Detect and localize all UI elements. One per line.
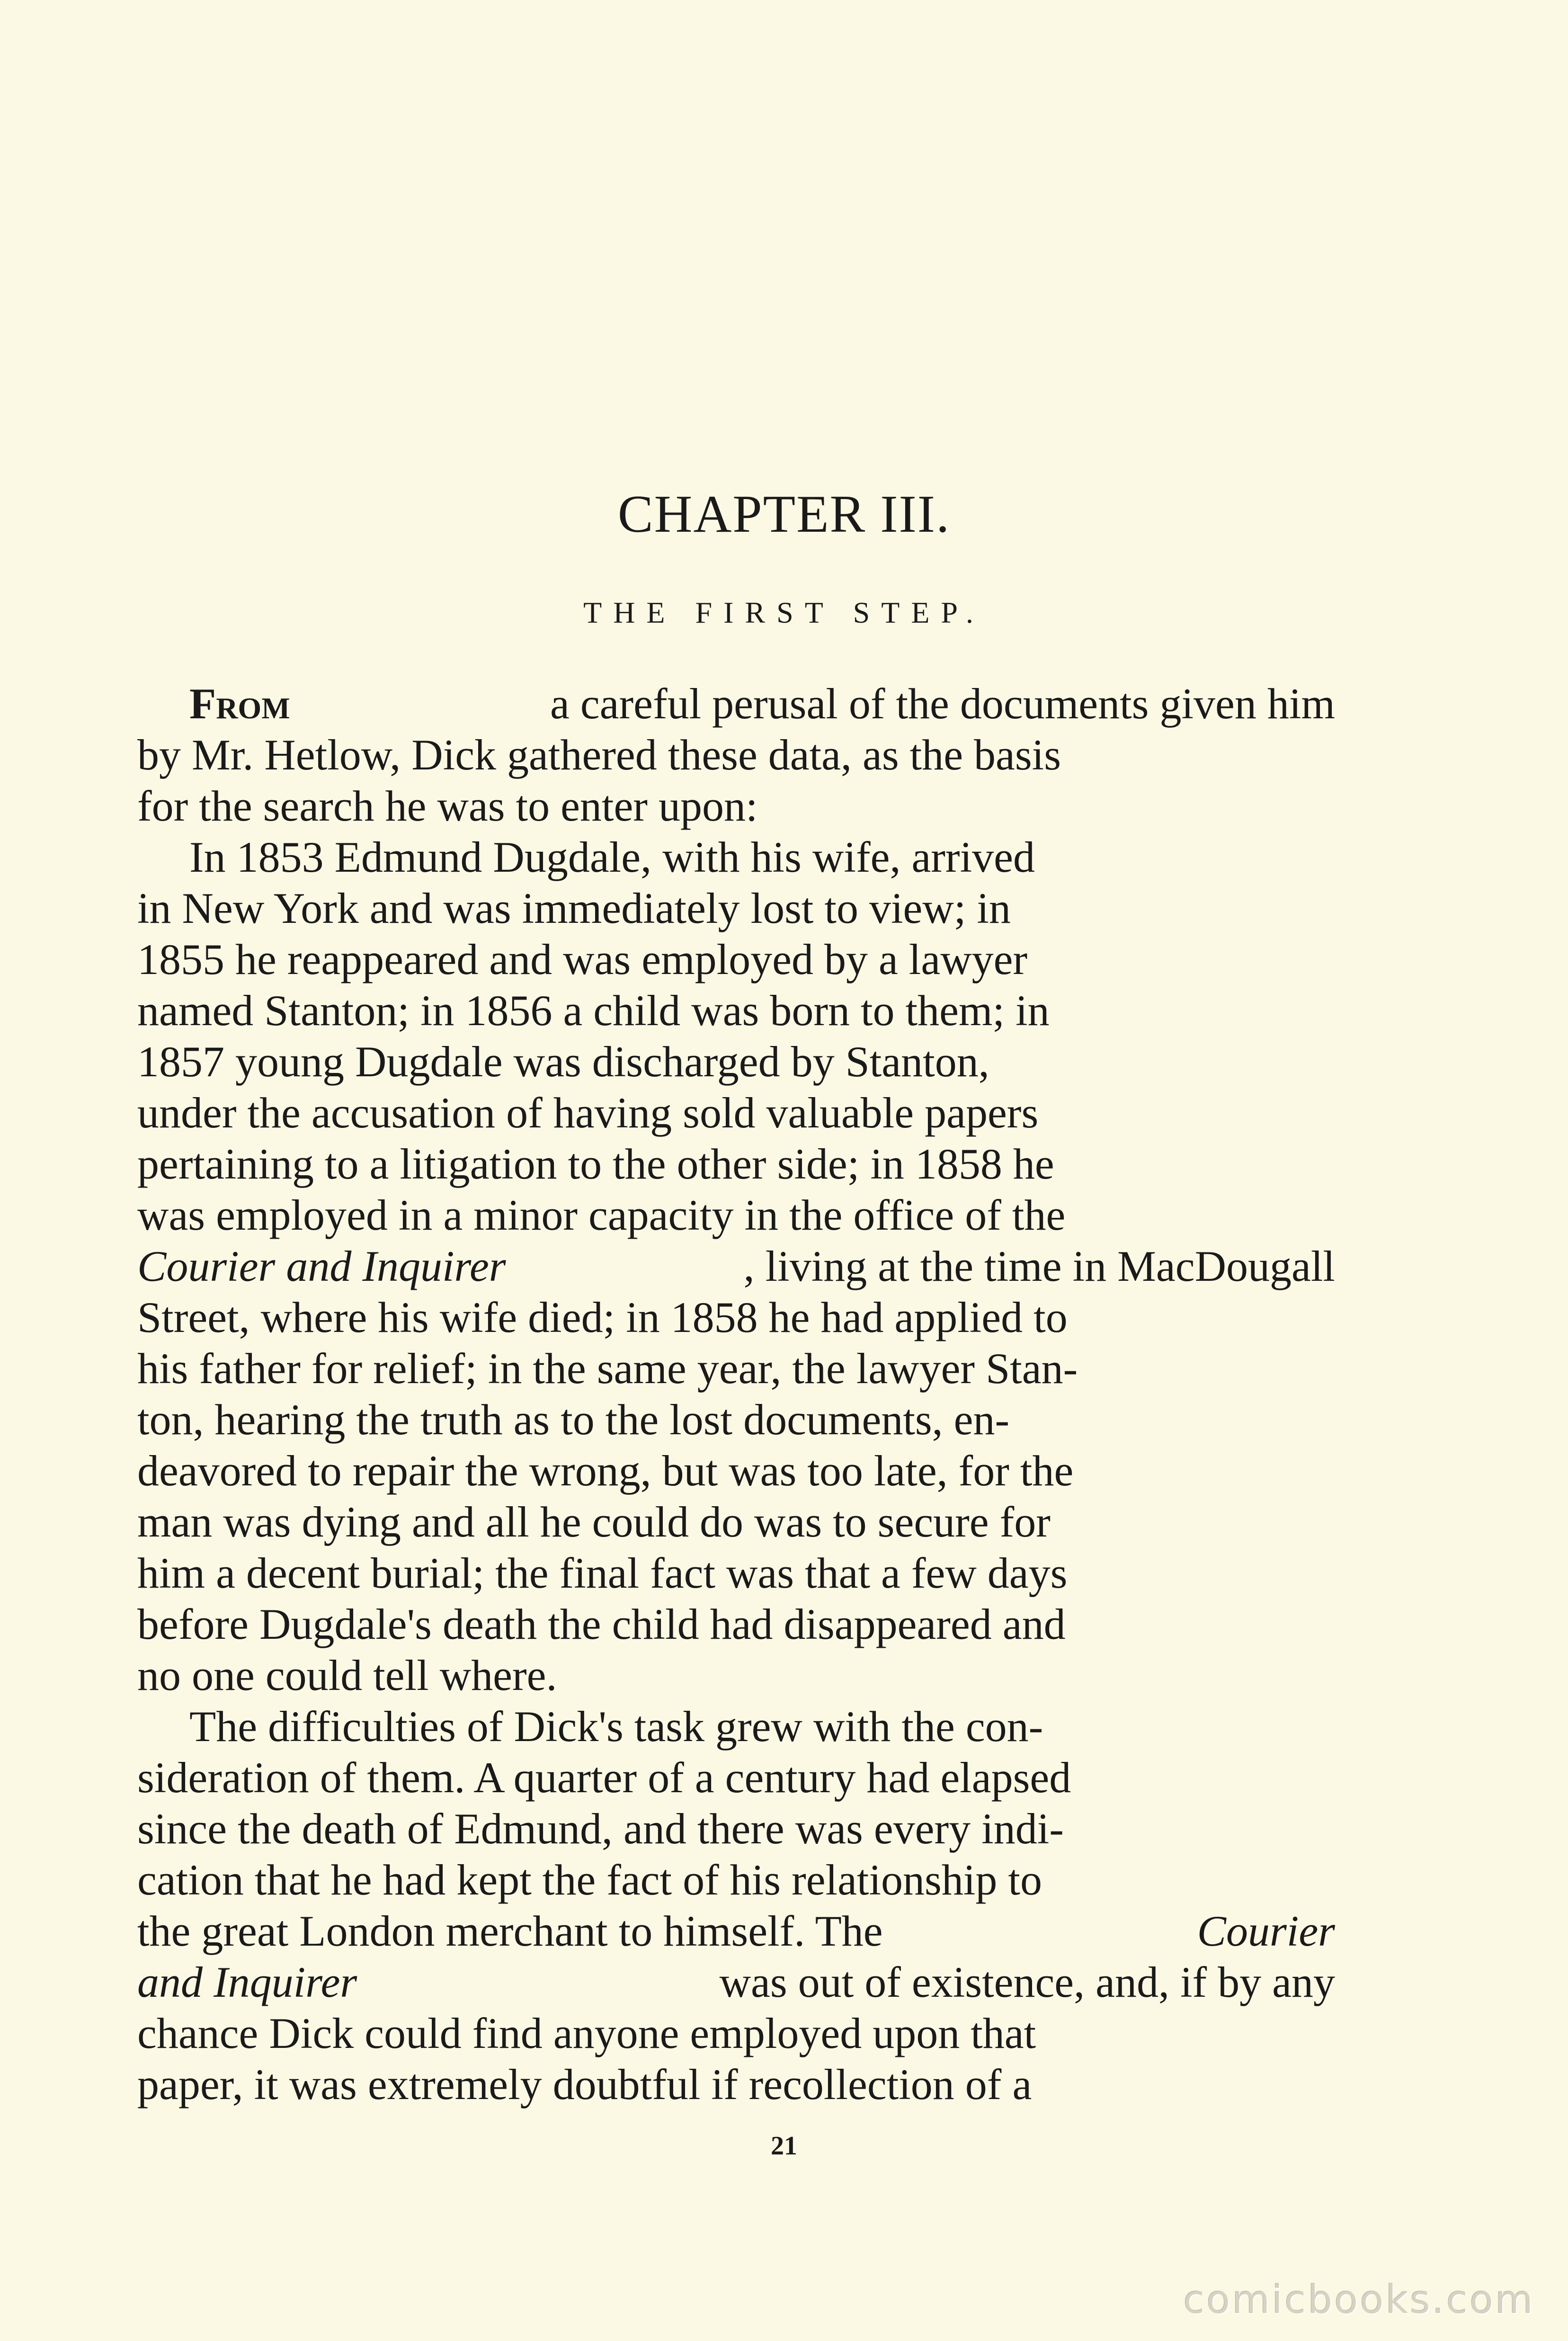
text-segment: was out of existence, and, if by any: [708, 1958, 1335, 2006]
italic-segment: Courier: [1197, 1907, 1335, 1955]
text-line: [137, 831, 1335, 883]
text-line: [137, 883, 1335, 934]
text-segment: , living at the time in MacDougall: [743, 1242, 1335, 1290]
italic-segment: Courier and Inquirer: [137, 1242, 506, 1290]
text-segment: 1857 young Dugdale was discharged by Stanton,: [137, 1037, 989, 1086]
text-line: [137, 729, 1335, 780]
text-segment: In 1853 Edmund Dugdale, with his wife, arrived: [189, 833, 1035, 881]
text-line: [137, 985, 1335, 1036]
text-segment: by Mr. Hetlow, Dick gathered these data, as the basis: [137, 731, 1061, 779]
text-segment: sideration of them. A quarter of a century had elapsed: [137, 1753, 1071, 1802]
text-segment: named Stanton; in 1856 a child was born to them; in: [137, 986, 1050, 1035]
text-line: [137, 1854, 1335, 1905]
text-line: [137, 1036, 1335, 1087]
text-segment: 1855 he reappeared and was employed by a lawyer: [137, 935, 1028, 983]
italic-segment: and Inquirer: [137, 1958, 357, 2006]
text-line: [137, 1957, 1335, 2008]
text-segment: Street, where his wife died; in 1858 he had applied to: [137, 1293, 1068, 1341]
site-watermark: comicbooks.com: [1183, 2278, 1535, 2323]
text-line: [137, 1241, 1335, 1292]
text-line: [137, 1752, 1335, 1803]
text-line: [137, 1496, 1335, 1547]
text-segment: man was dying and all he could do was to secure for: [137, 1498, 1051, 1546]
text-segment: under the accusation of having sold valuable papers: [137, 1089, 1039, 1137]
text-line: [137, 1701, 1335, 1752]
text-line: [137, 1905, 1335, 1957]
text-line: [137, 678, 1335, 729]
text-line: [137, 1650, 1335, 1701]
text-segment: cation that he had kept the fact of his relationship to: [137, 1856, 1042, 1904]
text-line: [137, 934, 1335, 985]
chapter-subtitle: THE FIRST STEP.: [583, 596, 985, 629]
text-segment: The difficulties of Dick's task grew with the con-: [189, 1702, 1043, 1751]
text-line: [137, 1547, 1335, 1599]
text-line: [137, 1343, 1335, 1394]
text-line: [137, 2008, 1335, 2059]
text-segment: no one could tell where.: [137, 1651, 557, 1699]
text-segment: was employed in a minor capacity in the office of the: [137, 1191, 1066, 1239]
text-segment: pertaining to a litigation to the other side; in 1858 he: [137, 1140, 1054, 1188]
text-line: [137, 780, 1335, 831]
text-line: [137, 1138, 1335, 1189]
text-line: [137, 1292, 1335, 1343]
text-line: [137, 1394, 1335, 1445]
text-segment: since the death of Edmund, and there was every indi-: [137, 1805, 1064, 1853]
text-segment: ton, hearing the truth as to the lost documents, en-: [137, 1395, 1010, 1444]
text-line: [137, 1599, 1335, 1650]
text-segment: before Dugdale's death the child had disappeared and: [137, 1600, 1066, 1648]
text-line: [137, 2059, 1335, 2110]
body-text: [137, 678, 1335, 2110]
drop-word: From: [189, 679, 290, 728]
text-segment: his father for relief; in the same year, the lawyer Stan-: [137, 1344, 1078, 1393]
text-segment: deavored to repair the wrong, but was too late, for the: [137, 1447, 1074, 1495]
page-number: 21: [771, 2131, 797, 2161]
text-segment: chance Dick could find anyone employed upon that: [137, 2009, 1036, 2057]
text-segment: paper, it was extremely doubtful if recollection of a: [137, 2060, 1032, 2109]
text-segment: the great London merchant to himself. The: [137, 1907, 894, 1955]
text-line: [137, 1445, 1335, 1496]
text-segment: him a decent burial; the final fact was that a few days: [137, 1549, 1068, 1597]
text-segment: in New York and was immediately lost to view; in: [137, 884, 1011, 932]
text-line: [137, 1189, 1335, 1241]
text-line: [137, 1087, 1335, 1138]
text-segment: a careful perusal of the documents given him: [539, 679, 1335, 728]
text-line: [137, 1803, 1335, 1854]
chapter-title: CHAPTER III.: [617, 485, 951, 544]
text-segment: for the search he was to enter upon:: [137, 782, 758, 830]
